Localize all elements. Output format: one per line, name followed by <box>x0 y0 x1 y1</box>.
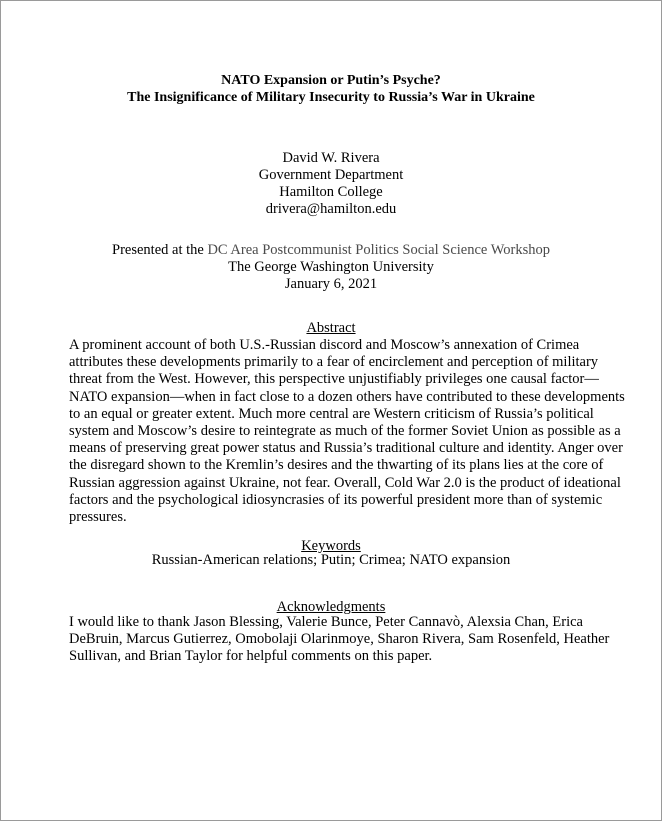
abstract-line: system and Moscow’s desire to reintegrate as much of the former Soviet Union as possible as a <box>69 423 621 440</box>
presentation-university: The George Washington University <box>228 259 434 275</box>
title-line-1: NATO Expansion or Putin’s Psyche? <box>221 73 441 88</box>
presentation-date: January 6, 2021 <box>284 276 378 292</box>
presentation-info <box>0 242 662 293</box>
acknowledgments-line: I would like to thank Jason Blessing, Valerie Bunce, Peter Cannavò, Alexsia Chan, Erica <box>69 614 583 630</box>
presentation-prefix: Presented at the <box>112 242 208 258</box>
abstract-line: A prominent account of both U.S.-Russian discord and Moscow’s annexation of Crimea <box>69 337 580 353</box>
abstract-line: to an equal or greater extent. Much more central are Western criticism of Russia’s political <box>69 405 594 422</box>
abstract-line: the disregard shown to the Kremlin’s desires and the thwarting of its plans lies at the core of <box>69 457 604 474</box>
author-info <box>0 150 662 218</box>
abstract-line: threat from the West. However, this perspective unjustifiably privileges one causal factor— <box>69 371 599 388</box>
keywords-text: Russian-American relations; Putin; Crimea; NATO expansion <box>151 552 511 568</box>
acknowledgments-line: DeBruin, Marcus Gutierrez, Omobolaji Olarinmoye, Sharon Rivera, Sam Rosenfeld, Heather <box>69 631 610 648</box>
author-name: David W. Rivera <box>282 150 380 166</box>
acknowledgments-line: Sullivan, and Brian Taylor for helpful comments on this paper. <box>69 648 433 665</box>
author-department: Government Department <box>258 167 404 183</box>
abstract-line: Russian aggression against Ukraine, not fear. Overall, Cold War 2.0 is the product of ideational <box>69 474 621 491</box>
abstract-line: attributes these developments primarily to a fear of encirclement and perception of military <box>69 354 599 371</box>
workshop-name: DC Area Postcommunist Politics Social Science Workshop <box>207 242 550 258</box>
abstract-line: factors and the psychological idiosyncrasies of its powerful president more than of systemic <box>69 491 603 508</box>
abstract-heading: Abstract <box>306 320 356 336</box>
abstract-line: NATO expansion—when in fact close to a dozen others have contributed to these developments <box>69 388 625 405</box>
abstract-line: means of preserving great power status and Russia’s traditional culture and identity. Anger over <box>69 440 623 457</box>
paper-title <box>0 72 662 106</box>
author-institution: Hamilton College <box>279 184 383 200</box>
title-line-2: The Insignificance of Military Insecurity to Russia’s War in Ukraine <box>127 90 535 105</box>
keywords-heading: Keywords <box>301 538 361 554</box>
abstract-line: pressures. <box>69 509 127 526</box>
abstract-body <box>69 337 625 526</box>
author-email: drivera@hamilton.edu <box>265 201 397 217</box>
acknowledgments-body <box>69 614 610 666</box>
presentation-venue-line <box>0 242 662 259</box>
acknowledgments-heading: Acknowledgments <box>276 599 386 615</box>
